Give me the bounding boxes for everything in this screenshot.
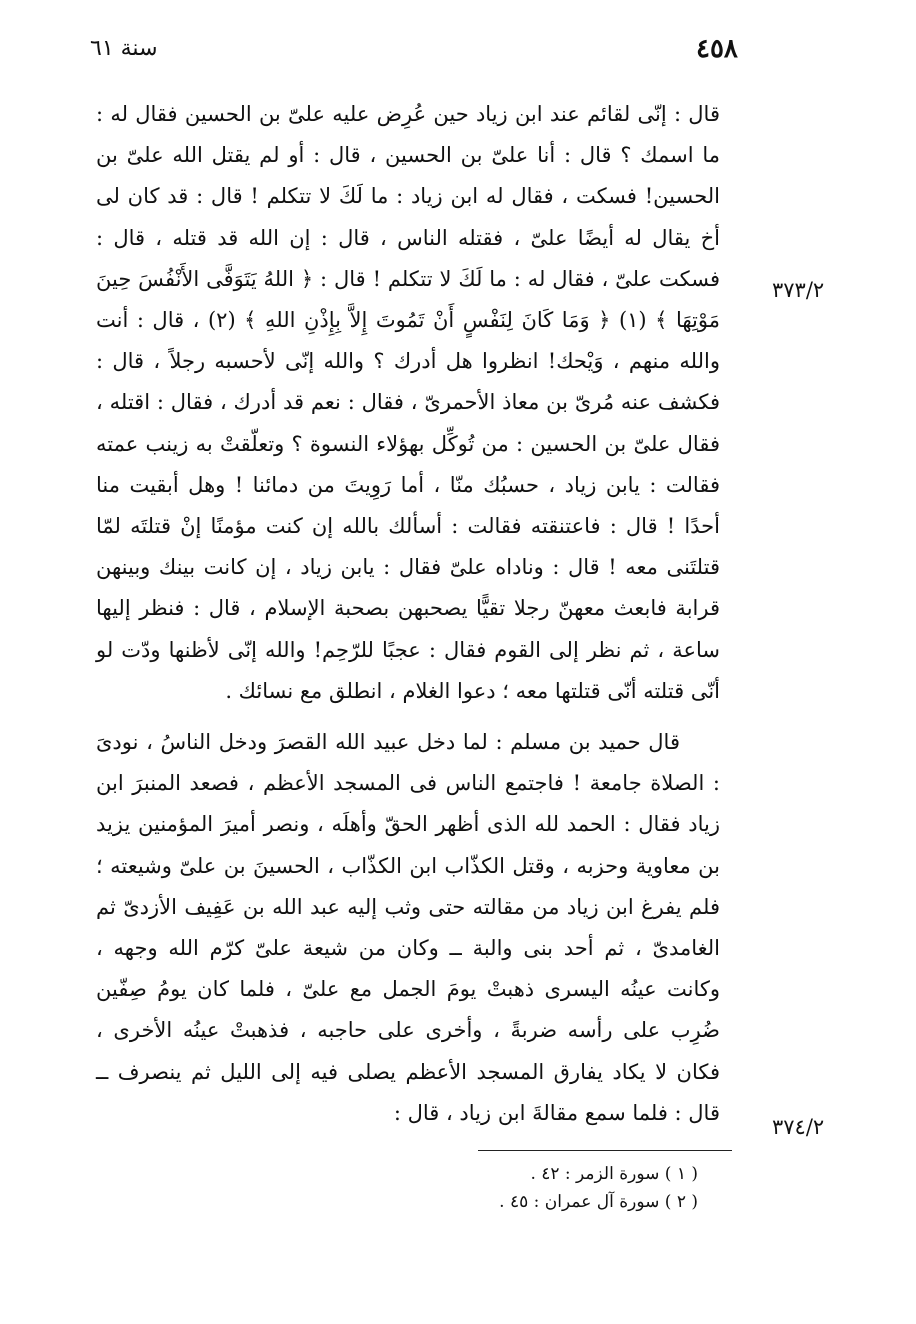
- footnotes: [400, 1160, 698, 1216]
- body-text: [96, 94, 720, 1134]
- footnote-1: ( ١ ) سورة الزمر : ٤٢ .: [530, 1164, 698, 1184]
- footnote-divider: [478, 1150, 732, 1151]
- page-number: ٤٥٨: [696, 34, 738, 64]
- paragraph-1: قال : إنّى لقائم عند ابن زياد حين عُرِض عليه علىّ بن الحسين فقال له : ما اسمك ؟ قال : أنا علىّ بن الحسين ، قال : أو لم يقتل الله علىّ بن الحسين! فسكت ، فقال له ابن زياد : ما لَكَ لا تتكلم ! قال : قد كان لى أخ يقال له أيضًا علىّ ، فقتله الناس ، قال : إن الله قد قتله ، قال : فسكت علىّ ، فقال له : ما لَكَ لا تتكلم ! قال : ﴿ اللهُ يَتَوَفَّى الأَنْفُسَ حِينَ مَوْتِهَا ﴾ (١) ﴿ وَمَا كَانَ لِنَفْسٍ أَنْ تَمُوتَ إِلاَّ بِإِذْنِ اللهِ ﴾ (٢) ، قال : أنت والله منهم ، وَيْحك! انظروا هل أدرك ؟ والله إنّى لأحسبه رجلاً ، قال : فكشف عنه مُرىّ بن معاذ الأحمرىّ ، فقال : نعم قد أدرك ، فقال : اقتله ، فقال علىّ بن الحسين : من تُوكِّل بهؤلاء النسوة ؟ وتعلّقتْ به زينب عمته فقالت : يابن زياد ، حسبُك منّا ، أما رَوِيتَ من دمائنا ! وهل أبقيت منا أحدًا ! قال : فاعتنقته فقالت : أسألك بالله إن كنت مؤمنًا إنْ قتلتَه لمّا قتلتَنى معه ! قال : وناداه علىّ فقال : يابن زياد ، إن كانت بينك وبينهن قرابة فابعث معهنّ رجلا تقيًّا يصحبهن بصحبة الإسلام ، قال : فنظر إليها ساعة ، ثم نظر إلى القوم فقال : عجبًا للرّحِم! والله إنّى لأظنها ودّت لو أنّى قتلته أنّى قتلتها معه ؛ دعوا الغلام ، انطلق مع نسائك .: [96, 102, 720, 703]
- margin-reference-2: ٣٧٤/٢: [772, 1115, 825, 1139]
- footnote-2: ( ٢ ) سورة آل عمران : ٤٥ .: [499, 1192, 698, 1212]
- running-head: سنة ٦١: [90, 36, 158, 61]
- margin-reference-1: ٣٧٣/٢: [772, 278, 825, 302]
- paragraph-2: قال حميد بن مسلم : لما دخل عبيد الله القصرَ ودخل الناسُ ، نودىَ : الصلاة جامعة ! فاجتمع الناس فى المسجد الأعظم ، فصعد المنبرَ ابن زياد فقال : الحمد لله الذى أظهر الحقّ وأهلَه ، ونصر أميرَ المؤمنين يزيد بن معاوية وحزبه ، وقتل الكذّاب ابن الكذّاب ، الحسينَ بن علىّ وشيعته ؛ فلم يفرغ ابن زياد من مقالته حتى وثب إليه عبد الله بن عَفِيف الأزدىّ ثم الغامدىّ ، ثم أحد بنى والبة ــ وكان من شيعة علىّ كرّم الله وجهه ، وكانت عينُه اليسرى ذهبتْ يومَ الجمل مع علىّ ، فلما كان يومُ صِفّين ضُرِب على رأسه ضربةً ، وأخرى على حاجبه ، فذهبتْ عينُه الأخرى ، فكان لا يكاد يفارق المسجد الأعظم يصلى فيه إلى الليل ثم ينصرف ــ قال : فلما سمع مقالةَ ابن زياد ، قال :: [96, 730, 720, 1125]
